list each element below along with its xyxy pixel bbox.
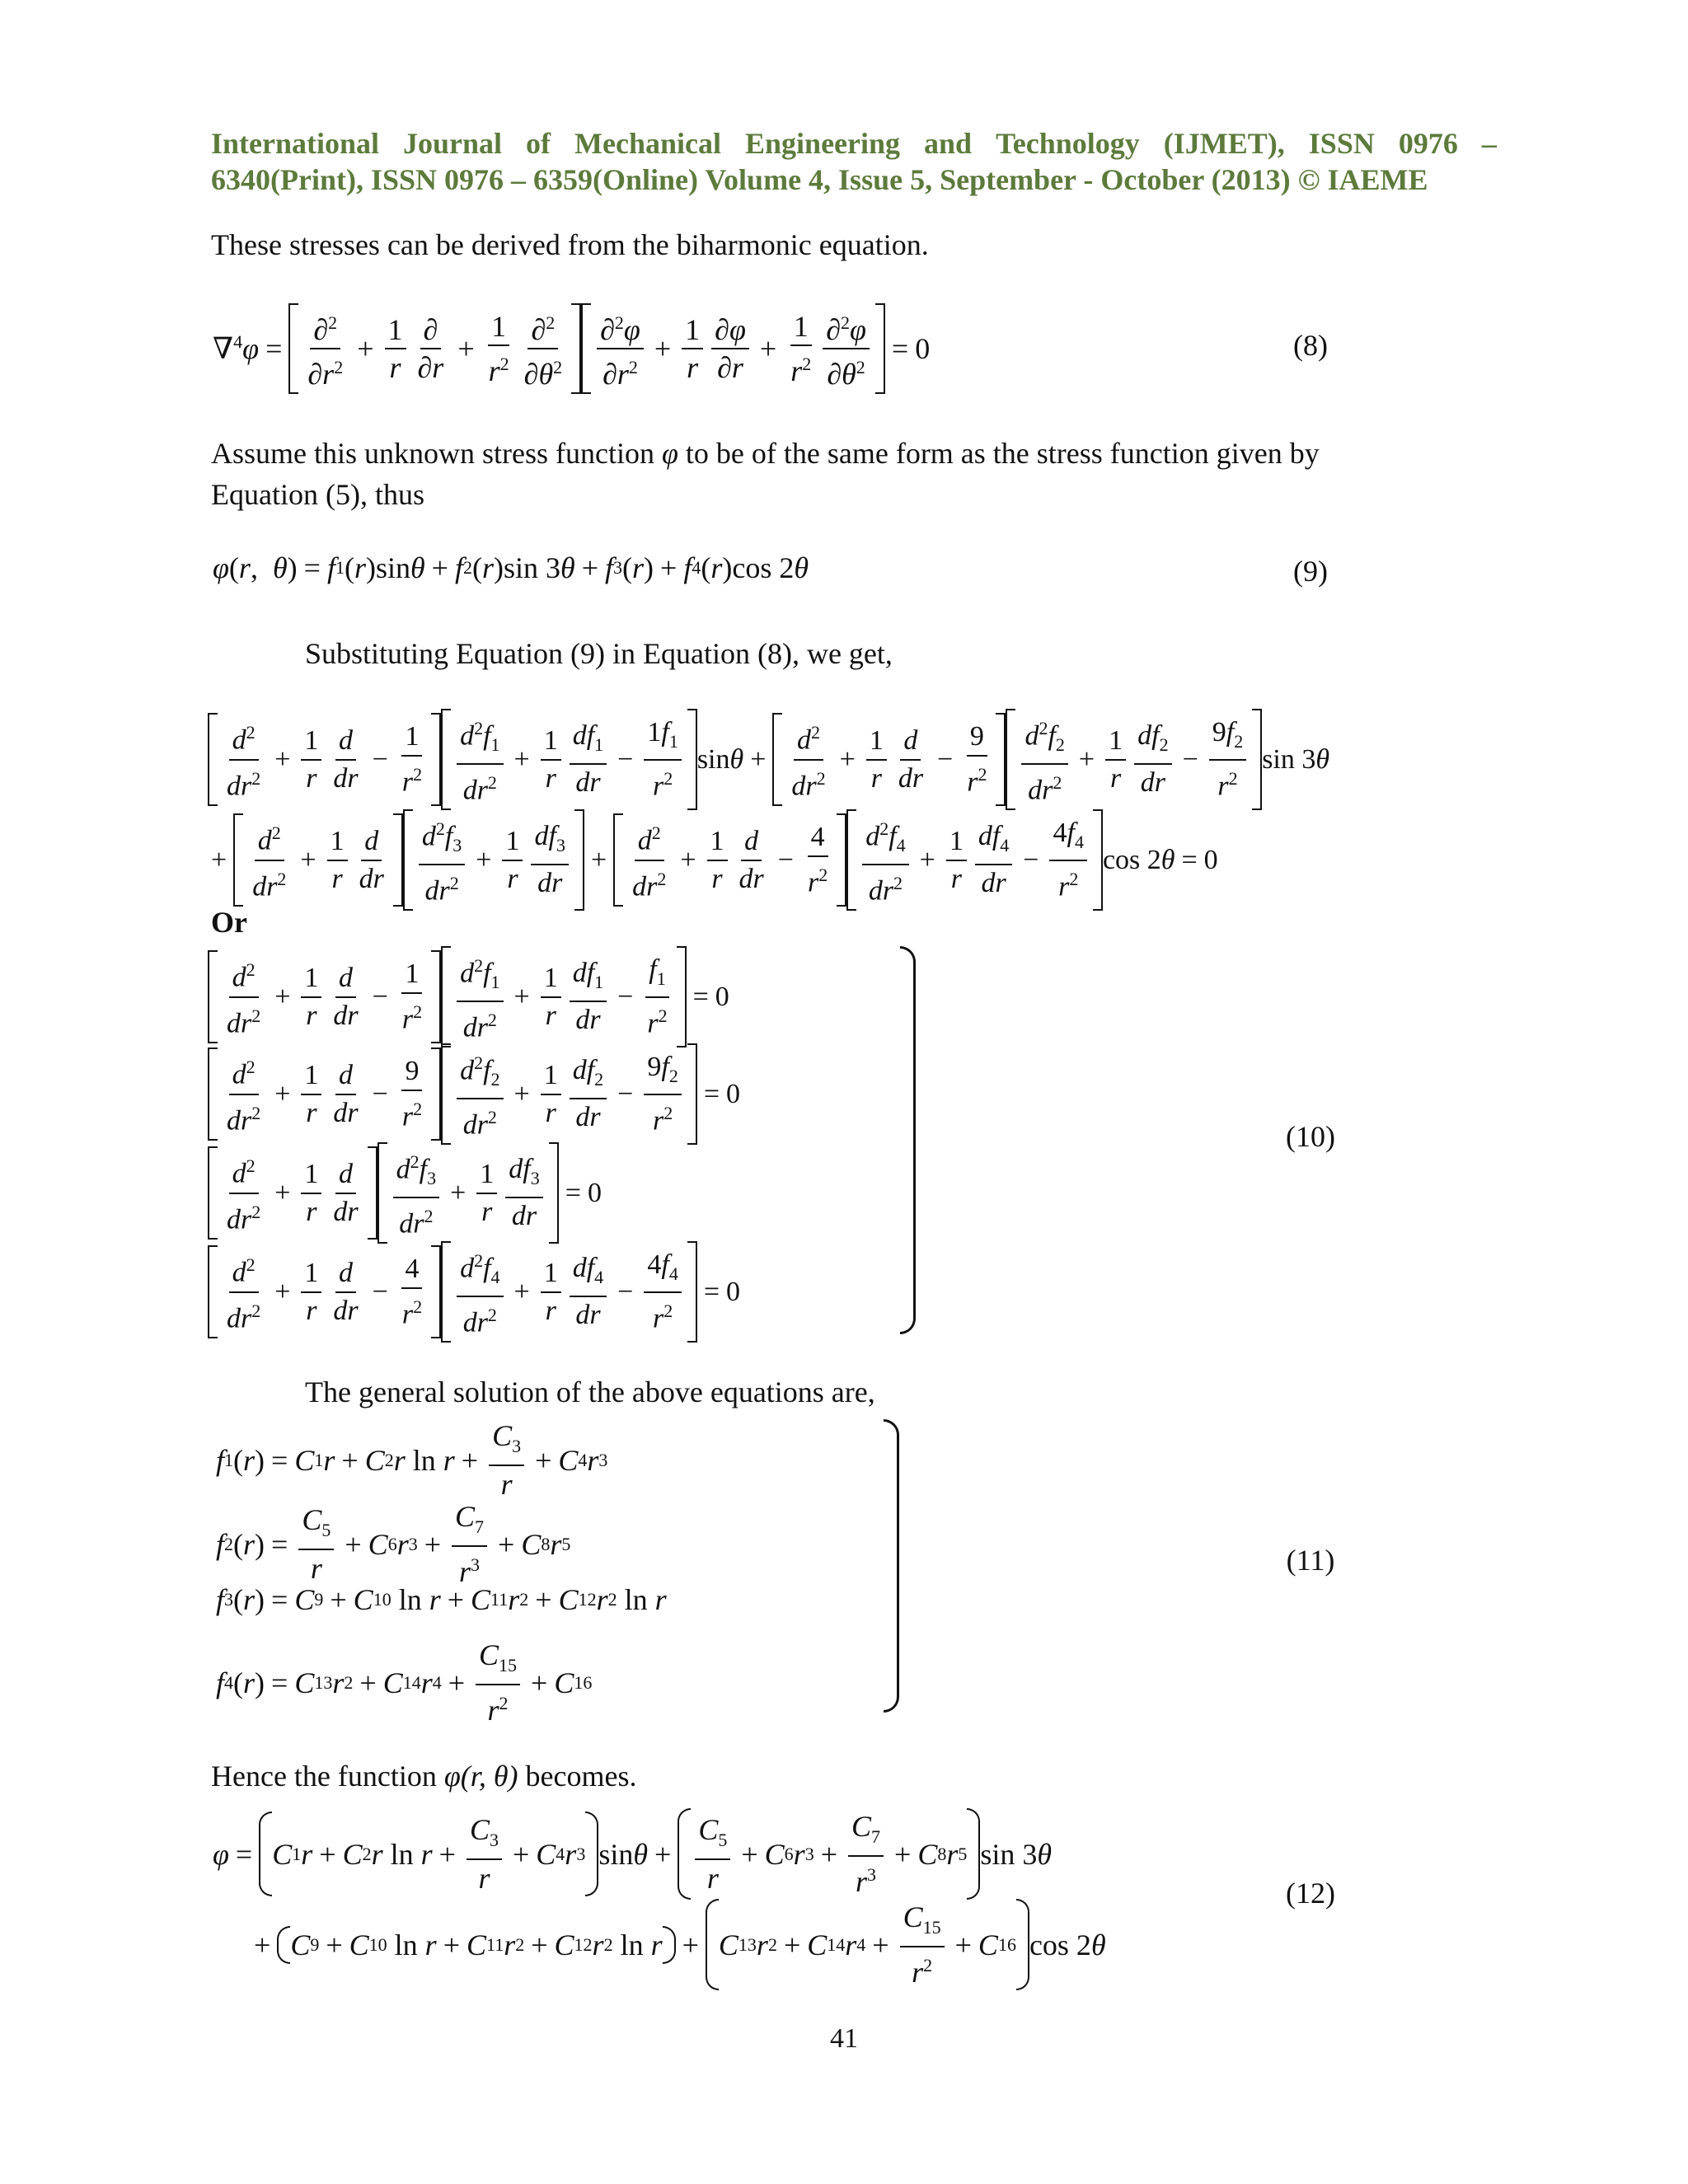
equation-number-12: (12) <box>1286 1877 1335 1910</box>
header-word: of <box>526 127 551 160</box>
header-word: International <box>211 127 380 160</box>
equation-number-10: (10) <box>1286 1120 1335 1153</box>
equation-12-line-2: + C 9 + C 10 ln r + C 11 r 2 + C 12 r 2 ln r + C 13 r 2 + C 14 r 4 + $\frac{C_{15}}{r^2}$ + C 16 cos 2θ <box>247 1897 1106 1992</box>
header-word: Mechanical <box>574 127 722 160</box>
paragraph-text: becomes. <box>525 1760 637 1793</box>
equation-11-row-2: f 2 ( r ) = $\frac{C_5}{r}$ + C 6 r 3 + $\frac{C_7}{r^3}$ + C 8 r 5 <box>216 1500 571 1589</box>
phi-r-theta-symbol: φ(r, θ) <box>443 1760 518 1793</box>
header-line-2: 6340(Print), ISSN 0976 – 6359(Online) Volume 4, Issue 5, September - October (2013) © IAEME <box>211 163 1428 196</box>
phi-symbol: φ <box>661 437 678 470</box>
paragraph-substituting: Substituting Equation (9) in Equation (8), we get, <box>305 637 893 670</box>
right-brace-11 <box>884 1419 899 1713</box>
equation-11-row-4: f 4 ( r ) = C 13 r 2 + C 14 r 4 + $\frac{C_{15}}{r^2}$ + C 16 <box>216 1638 593 1727</box>
equation-8: ∇$^4$φ = $\frac{\partial^2}{\partial r^2}$ + $\frac{1}{r}$ $\frac{\partial}{\partial r}$ + $\frac{1}{r^2}$ $\frac{\partial^2}{\partial\theta^2}$ $\frac{\partial^2\varphi}{\partial r^2}$ + $\frac{1}{r}$ $\frac{\partial\varphi}{\partial r}$ + $\frac{1}{r^2}$ $\frac{\partial^2\varphi}{\partial\theta^2}$ = 0 <box>213 303 930 394</box>
header-word: (IJMET), <box>1163 127 1285 160</box>
paragraph-general-solution: The general solution of the above equations are, <box>305 1376 875 1408</box>
journal-header <box>211 125 1497 198</box>
equation-11-row-3: f 3 ( r ) = C 9 + C 10 ln r + C 11 r 2 + C 12 r 2 ln r <box>216 1583 667 1616</box>
header-word: and <box>924 127 973 160</box>
header-word: 0976 <box>1398 127 1458 160</box>
equation-12-line-1: φ = C 1 r + C 2 r ln r + $\frac{C_3}{r}$ + C 4 r 3 sinθ + $\frac{C_5}{r}$ + C 6 r 3 + $\frac{C_7}{r^3}$ + C 8 r 5 sin 3θ <box>213 1807 1052 1901</box>
paragraph-text: Assume this unknown stress function <box>211 437 654 470</box>
equation-10-row-1: $\frac{d^2}{dr^2}$ + $\frac{1}{r}$ $\frac{d}{dr}$ − $\frac{1}{r^2}$ $\frac{d^2f_1}{dr^2}$ + $\frac{1}{r}$ $\frac{df_1}{dr}$ − $\frac{f_1}{r^2}$ = 0 <box>208 946 729 1047</box>
equation-number-9: (9) <box>1293 555 1328 588</box>
header-word: – <box>1481 127 1497 160</box>
equation-9: φ ( r , θ ) = f 1 ( r )sin θ + f 2 ( r )sin 3 θ + f 3 ( r ) + f 4 ( r )cos 2 θ <box>213 551 809 584</box>
header-word: Technology <box>996 127 1140 160</box>
paragraph-text: Equation (5), thus <box>211 478 424 511</box>
equation-number-11: (11) <box>1286 1544 1335 1577</box>
header-word: Journal <box>403 127 503 160</box>
header-line-1 <box>211 125 1497 162</box>
header-word: ISSN <box>1308 127 1375 160</box>
right-brace-10 <box>900 946 916 1334</box>
paragraph-biharmonic-intro: These stresses can be derived from the biharmonic equation. <box>211 228 929 261</box>
or-label: Or <box>211 906 247 939</box>
substituted-equation-line-1: $\frac{d^2}{dr^2}$ + $\frac{1}{r}$ $\frac{d}{dr}$ − $\frac{1}{r^2}$ $\frac{d^2f_1}{dr^2}$ + $\frac{1}{r}$ $\frac{df_1}{dr}$ − $\frac{1f_1}{r^2}$ sinθ + $\frac{d^2}{dr^2}$ + $\frac{1}{r}$ $\frac{d}{dr}$ − $\frac{9}{r^2}$ $\frac{d^2f_2}{dr^2}$ + $\frac{1}{r}$ $\frac{df_2}{dr}$ − $\frac{9f_2}{r^2}$ sin 3θ <box>208 709 1329 810</box>
paragraph-text: to be of the same form as the stress function given by <box>685 437 1320 470</box>
paragraph-stress-function <box>211 433 1497 515</box>
equation-10-row-3: $\frac{d^2}{dr^2}$ + $\frac{1}{r}$ $\frac{d}{dr}$ $\frac{d^2f_3}{dr^2}$ + $\frac{1}{r}$ $\frac{df_3}{dr}$ = 0 <box>208 1142 602 1244</box>
substituted-equation-line-2: + $\frac{d^2}{dr^2}$ + $\frac{1}{r}$ $\frac{d}{dr}$ $\frac{d^2f_3}{dr^2}$ + $\frac{1}{r}$ $\frac{df_3}{dr}$ + $\frac{d^2}{dr^2}$ + $\frac{1}{r}$ $\frac{d}{dr}$ − $\frac{4}{r^2}$ $\frac{d^2f_4}{dr^2}$ + $\frac{1}{r}$ $\frac{df_4}{dr}$ − $\frac{4f_4}{r^2}$ cos 2θ = 0 <box>211 809 1218 911</box>
equation-11-row-1: f 1 ( r ) = C 1 r + C 2 r ln r + $\frac{C_3}{r}$ + C 4 r 3 <box>216 1419 608 1502</box>
page-number: 41 <box>830 2023 858 2054</box>
header-word: Engineering <box>745 127 901 160</box>
paragraph-hence-function <box>211 1755 1497 1797</box>
paragraph-text: Hence the function <box>211 1760 437 1793</box>
equation-number-8: (8) <box>1293 329 1328 362</box>
equation-10-row-4: $\frac{d^2}{dr^2}$ + $\frac{1}{r}$ $\frac{d}{dr}$ − $\frac{4}{r^2}$ $\frac{d^2f_4}{dr^2}$ + $\frac{1}{r}$ $\frac{df_4}{dr}$ − $\frac{4f_4}{r^2}$ = 0 <box>208 1241 740 1343</box>
equation-10-row-2: $\frac{d^2}{dr^2}$ + $\frac{1}{r}$ $\frac{d}{dr}$ − $\frac{9}{r^2}$ $\frac{d^2f_2}{dr^2}$ + $\frac{1}{r}$ $\frac{df_2}{dr}$ − $\frac{9f_2}{r^2}$ = 0 <box>208 1043 740 1145</box>
